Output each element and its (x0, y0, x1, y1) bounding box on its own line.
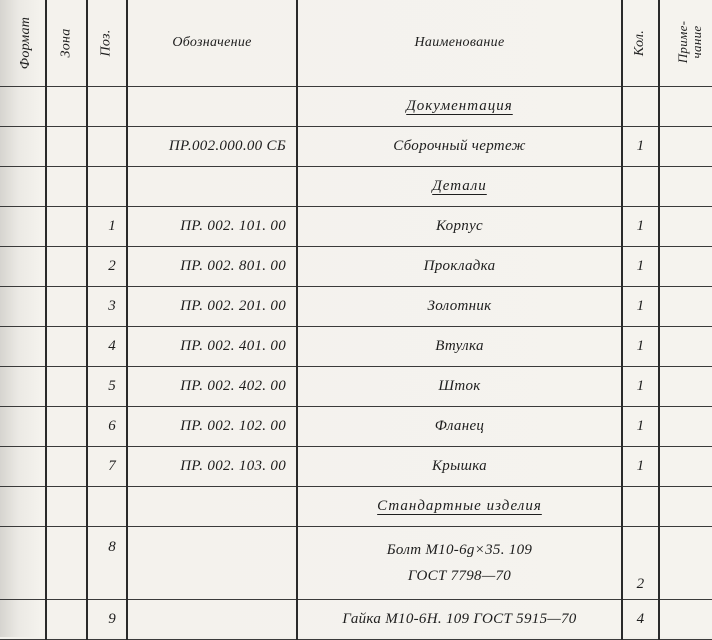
row-pos: 9 (87, 600, 127, 640)
row-designation: ПР. 002. 801. 00 (127, 247, 297, 287)
header-pos-cell (87, 0, 127, 87)
row-qty: 1 (622, 327, 659, 367)
row-designation: ПР. 002. 101. 00 (127, 207, 297, 247)
row-name: Втулка (297, 327, 622, 367)
header-name: Наименование (297, 0, 622, 87)
row-pos: 5 (87, 367, 127, 407)
section-documentation: Документация (406, 98, 513, 114)
row-pos: 7 (87, 447, 127, 487)
row-qty: 1 (622, 207, 659, 247)
row-name-line2: ГОСТ 7798—70 (407, 568, 512, 584)
table-row (0, 207, 712, 247)
header-row (0, 0, 712, 87)
row-qty: 1 (622, 247, 659, 287)
row-qty: 1 (622, 447, 659, 487)
header-qty-cell (622, 0, 659, 87)
header-format-cell (0, 0, 46, 87)
header-zone: Зона (58, 28, 74, 58)
header-note-cell (659, 0, 712, 87)
row-qty: 1 (622, 287, 659, 327)
section-row (0, 487, 712, 527)
table-row (0, 447, 712, 487)
row-name: Гайка М10-6Н. 109 ГОСТ 5915—70 (297, 600, 622, 640)
row-designation: ПР. 002. 401. 00 (127, 327, 297, 367)
row-name: Корпус (297, 207, 622, 247)
row-designation: ПР. 002. 103. 00 (127, 447, 297, 487)
row-name: Фланец (297, 407, 622, 447)
table-row (0, 527, 712, 600)
row-designation: ПР. 002. 201. 00 (127, 287, 297, 327)
row-qty: 2 (622, 527, 659, 600)
table-row (0, 247, 712, 287)
row-name: Сборочный чертеж (297, 127, 622, 167)
section-parts: Детали (432, 178, 487, 194)
row-name (297, 527, 622, 600)
header-designation: Обозначение (127, 0, 297, 87)
section-standard: Стандартные изделия (377, 498, 542, 514)
row-designation: ПР.002.000.00 СБ (127, 127, 297, 167)
table-row (0, 600, 712, 640)
header-qty: Кол. (632, 29, 648, 57)
header-format: Формат (18, 16, 34, 70)
row-designation: ПР. 002. 402. 00 (127, 367, 297, 407)
row-pos: 4 (87, 327, 127, 367)
row-pos: 3 (87, 287, 127, 327)
row-qty: 1 (622, 127, 659, 167)
row-designation: ПР. 002. 102. 00 (127, 407, 297, 447)
table-row (0, 407, 712, 447)
section-row (0, 87, 712, 127)
row-qty: 4 (622, 600, 659, 640)
row-qty: 1 (622, 367, 659, 407)
section-row (0, 167, 712, 207)
table-row (0, 367, 712, 407)
row-name: Крышка (297, 447, 622, 487)
row-pos: 1 (87, 207, 127, 247)
header-note: Приме-чание (675, 20, 704, 64)
row-name-line1: Болт М10-6g×35. 109 (386, 542, 533, 558)
header-zone-cell (46, 0, 87, 87)
row-pos (87, 127, 127, 167)
table-row (0, 327, 712, 367)
row-pos: 6 (87, 407, 127, 447)
row-pos: 2 (87, 247, 127, 287)
header-pos: Поз. (99, 29, 114, 57)
row-name: Прокладка (297, 247, 622, 287)
table-row (0, 287, 712, 327)
table-row (0, 127, 712, 167)
row-name: Шток (297, 367, 622, 407)
row-qty: 1 (622, 407, 659, 447)
row-pos: 8 (87, 527, 127, 600)
row-name: Золотник (297, 287, 622, 327)
